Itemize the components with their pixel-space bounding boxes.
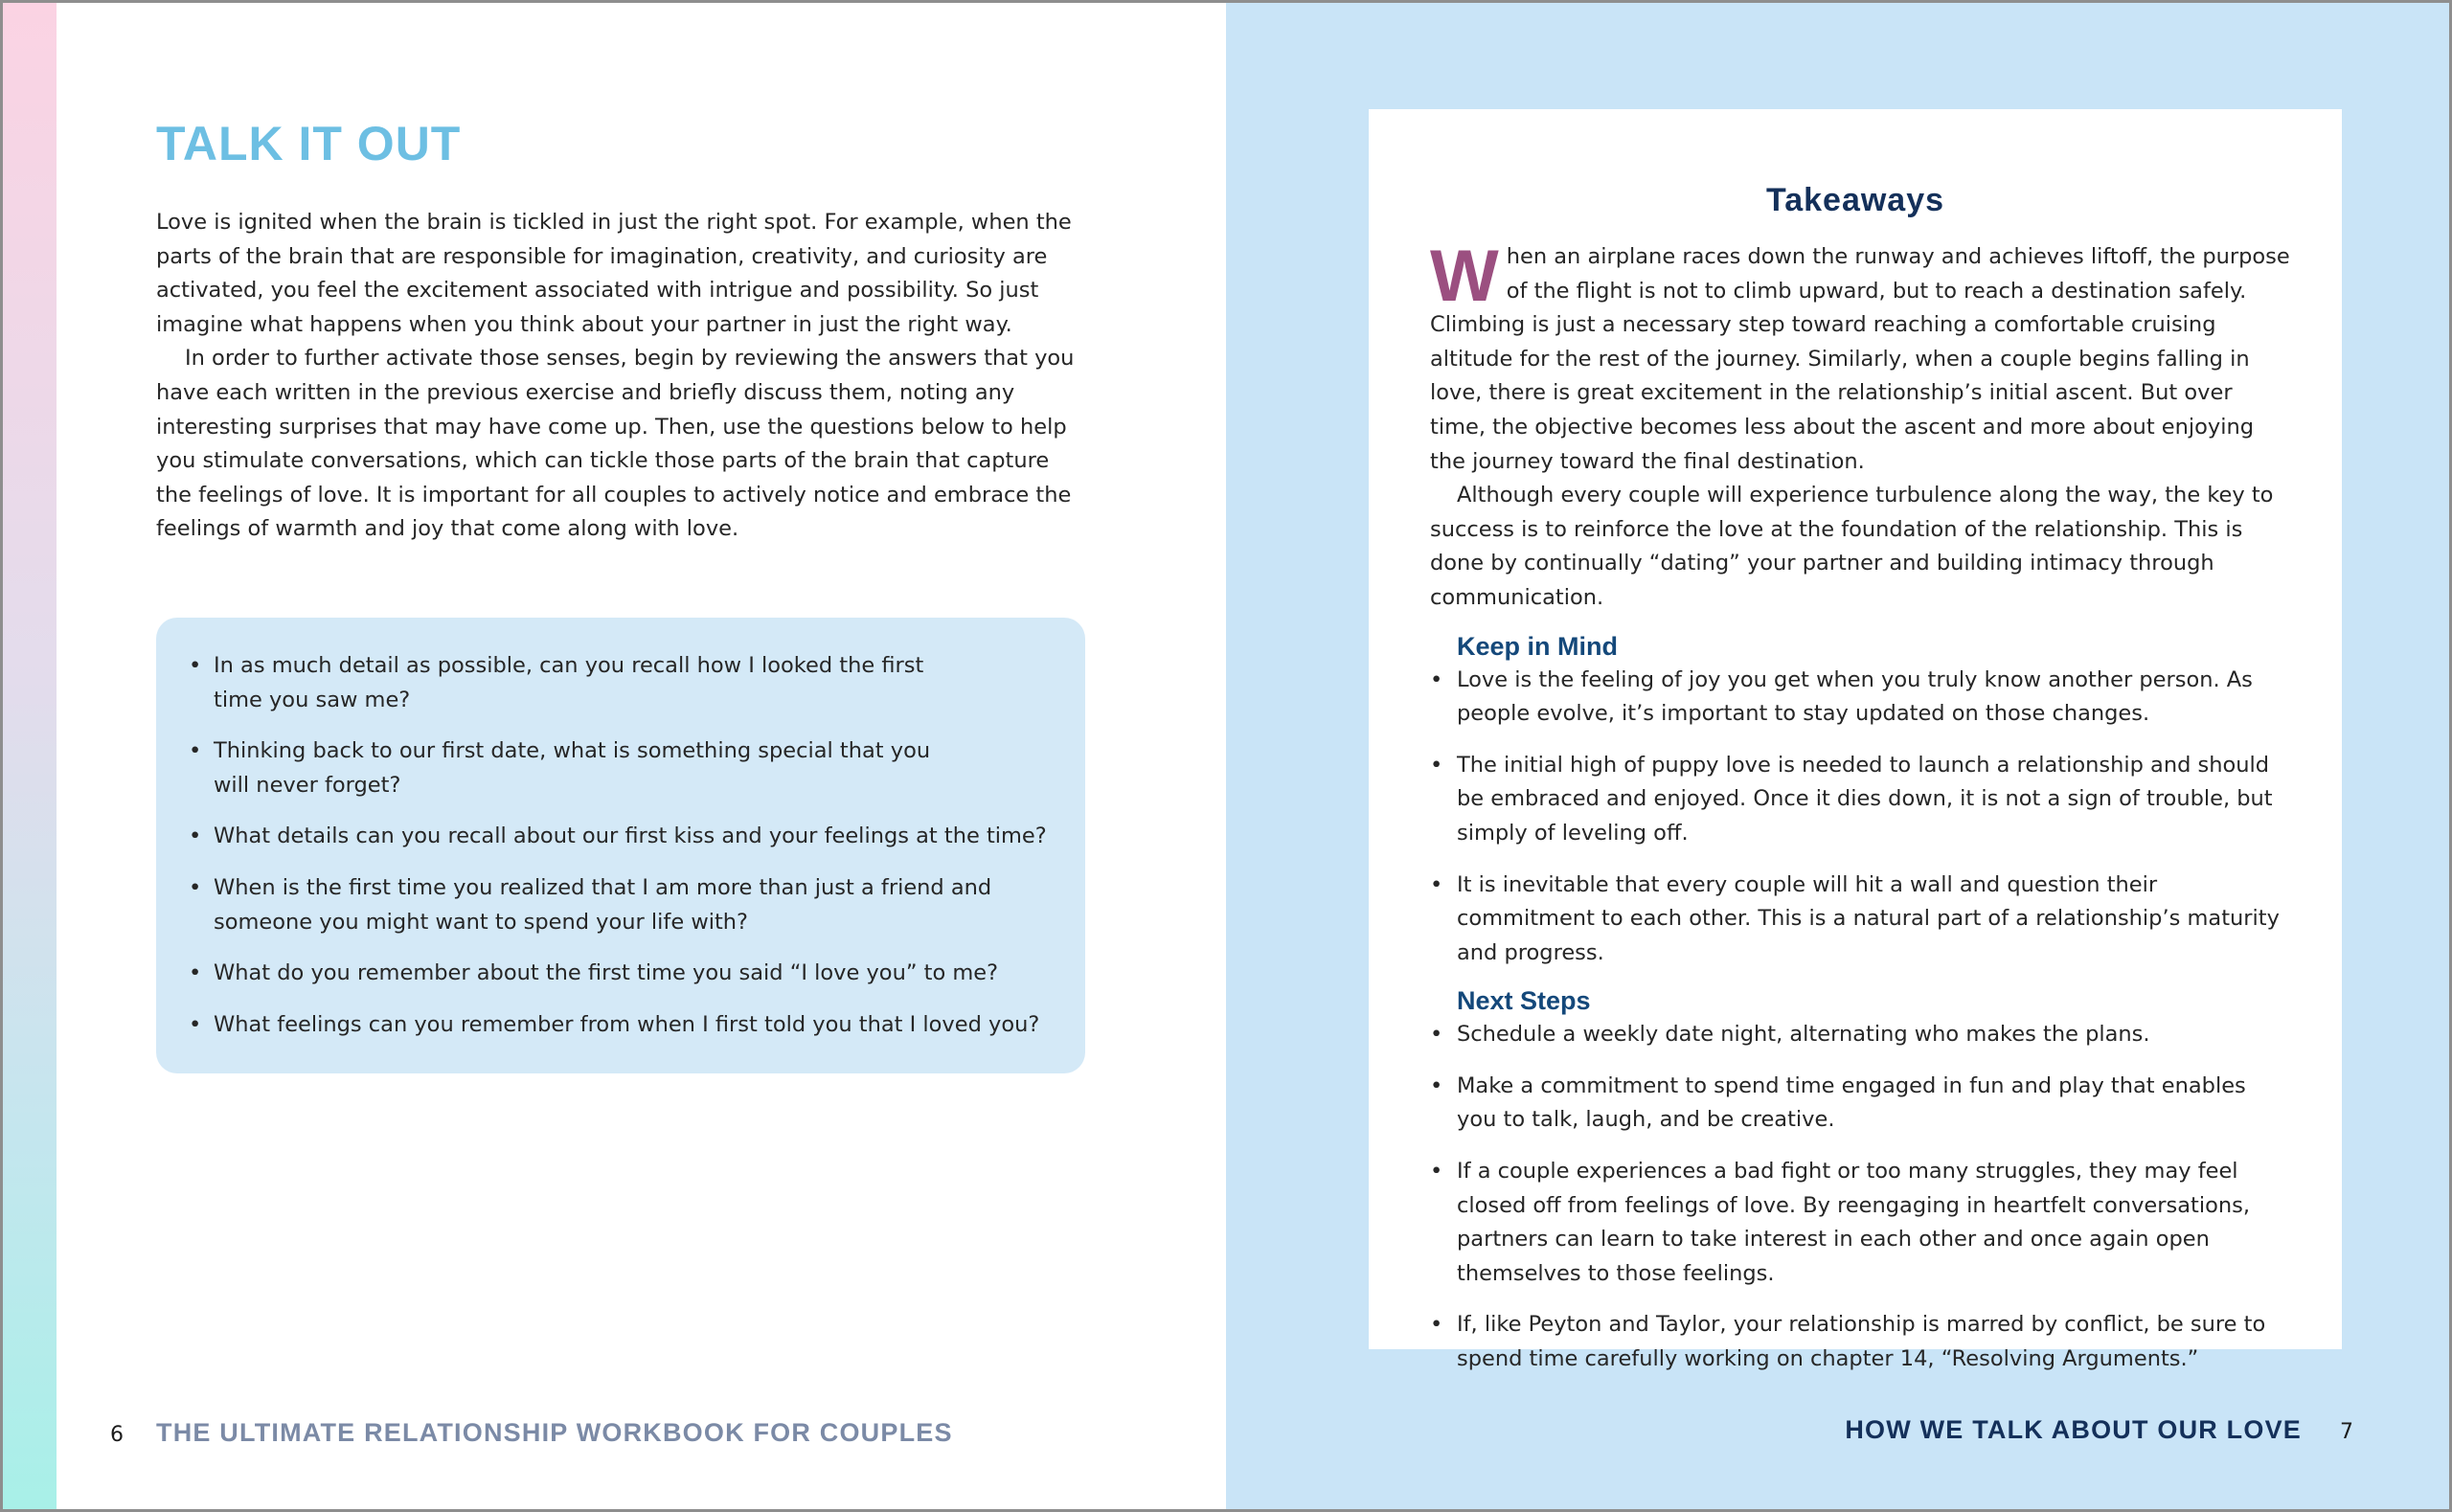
- question-item: [189, 649, 1047, 717]
- running-book-title: THE ULTIMATE RELATIONSHIP WORKBOOK FOR COUPLES: [156, 1418, 953, 1447]
- bullet-icon: •: [189, 874, 202, 900]
- question-item: [189, 1008, 1047, 1043]
- bullet-icon: •: [189, 653, 202, 678]
- bullet-icon: •: [189, 824, 202, 849]
- next-steps-heading: Next Steps: [1457, 986, 1591, 1016]
- keep-in-mind-heading: Keep in Mind: [1457, 631, 1618, 661]
- right-page: [1226, 3, 2449, 1509]
- bullet-icon: •: [1430, 752, 1443, 778]
- question-text: When is the first time you realized that I am more than just a friend and someone you might want to spend your life with?: [214, 874, 992, 935]
- left-footer: [110, 1418, 953, 1448]
- question-item: [189, 871, 1047, 939]
- bullet-icon: •: [1430, 1312, 1443, 1338]
- list-item-text: It is inevitable that every couple will hit a wall and question their commitment to each other. This is a natural part of a relationship’s maturity and progress.: [1457, 871, 2280, 965]
- takeaways-body: [1430, 236, 2292, 1377]
- question-text: What details can you recall about our first kiss and your feelings at the time?: [214, 824, 1047, 849]
- bullet-icon: •: [1430, 871, 1443, 897]
- bullet-icon: •: [1430, 1022, 1443, 1048]
- intro-paragraph: In order to further activate those senses, begin by reviewing the answers that you have each written in the previous exercise and briefly discuss them, noting any interesting surprises that may have come up. Then, use the questions below to help you stimulate conversations, which can tickle those parts of the brain that capture the feelings of love. It is important for all couples to actively notice and embrace the feelings of warmth and joy that come along with love.: [156, 346, 1075, 542]
- question-text: What feelings can you remember from when I first told you that I loved you?: [214, 1011, 1040, 1037]
- takeaways-paragraph: Although every couple will experience turbulence along the way, the key to success is to reinforce the love at the foundation of the relationship. This is done by continually “dating” your partner and building intimacy through communication.: [1430, 483, 2274, 610]
- list-item: [1430, 664, 2292, 732]
- running-chapter-title: HOW WE TALK ABOUT OUR LOVE: [1845, 1415, 2302, 1444]
- question-text: What do you remember about the first time you said “I love you” to me?: [214, 960, 999, 986]
- intro-text: [156, 206, 1076, 547]
- section-title: TALK IT OUT: [156, 117, 462, 170]
- takeaways-card: [1369, 109, 2342, 1372]
- list-item-text: If a couple experiences a bad fight or too many struggles, they may feel closed off from feelings of love. By reengaging in heartfelt conversations, partners can learn to take interest in each other and once again open themselves to those feelings.: [1457, 1159, 2250, 1286]
- intro-paragraph: Love is ignited when the brain is tickled in just the right spot. For example, when the parts of the brain that are responsible for imagination, creativity, and curiosity are activated, you feel the excitement associated with intrigue and possibility. So just imagine what happens when you think about your partner in just the right way.: [156, 210, 1072, 337]
- bullet-icon: •: [1430, 1159, 1443, 1185]
- question-text: In as much detail as possible, can you recall how I looked the first time you saw me?: [214, 653, 924, 712]
- question-item: [189, 734, 1047, 802]
- list-item: [1430, 869, 2292, 971]
- question-list: [156, 618, 1085, 1042]
- list-item: [1430, 1018, 2292, 1052]
- bullet-icon: •: [1430, 1072, 1443, 1098]
- takeaways-title: Takeaways: [1765, 182, 1945, 218]
- drop-cap: W: [1430, 236, 1499, 317]
- keep-in-mind-list: [1430, 664, 2292, 971]
- left-page: [3, 3, 1226, 1509]
- bullet-icon: •: [189, 1011, 202, 1037]
- list-item-text: The initial high of puppy love is needed to launch a relationship and should be embraced and enjoyed. Once it dies down, it is not a sign of trouble, but simply of leveling off.: [1457, 752, 2273, 846]
- question-item: [189, 957, 1047, 991]
- list-item: [1430, 1308, 2292, 1376]
- bullet-icon: •: [189, 960, 202, 986]
- bullet-icon: •: [189, 738, 202, 764]
- list-item: [1430, 1070, 2292, 1138]
- question-box: [156, 618, 1085, 1073]
- paragraph-text: hen an airplane races down the runway and achieves liftoff, the purpose of the flight is not to climb upward, but to reach a destination safely. Climbing is just a necessary step toward reaching a comfortable cruising altitude for the rest of the journey. Similarly, when a couple begins falling in love, there is great excitement in the relationship’s initial ascent. But over time, the objective becomes less about the ascent and more about enjoying the journey toward the final destination.: [1430, 244, 2290, 474]
- list-item-text: Love is the feeling of joy you get when you truly know another person. As people evolve, it’s important to stay updated on those changes.: [1457, 666, 2253, 727]
- page-number: 7: [2340, 1420, 2353, 1444]
- list-item-text: Make a commitment to spend time engaged in fun and play that enables you to talk, laugh, and be creative.: [1457, 1072, 2246, 1133]
- list-item-text: If, like Peyton and Taylor, your relationship is marred by conflict, be sure to spend time carefully working on chapter 14, “Resolving Arguments.”: [1457, 1312, 2266, 1372]
- page-number: 6: [110, 1423, 124, 1447]
- list-item: [1430, 1155, 2292, 1291]
- right-footer: [1845, 1415, 2353, 1445]
- question-item: [189, 820, 1047, 854]
- takeaways-paragraph: [1430, 236, 2292, 479]
- question-text: Thinking back to our first date, what is something special that you will never forget?: [214, 738, 931, 798]
- list-item: [1430, 749, 2292, 851]
- next-steps-list: [1430, 1018, 2292, 1376]
- gradient-edge-strip: [3, 3, 57, 1509]
- list-item-text: Schedule a weekly date night, alternating who makes the plans.: [1457, 1022, 2150, 1048]
- bullet-icon: •: [1430, 666, 1443, 692]
